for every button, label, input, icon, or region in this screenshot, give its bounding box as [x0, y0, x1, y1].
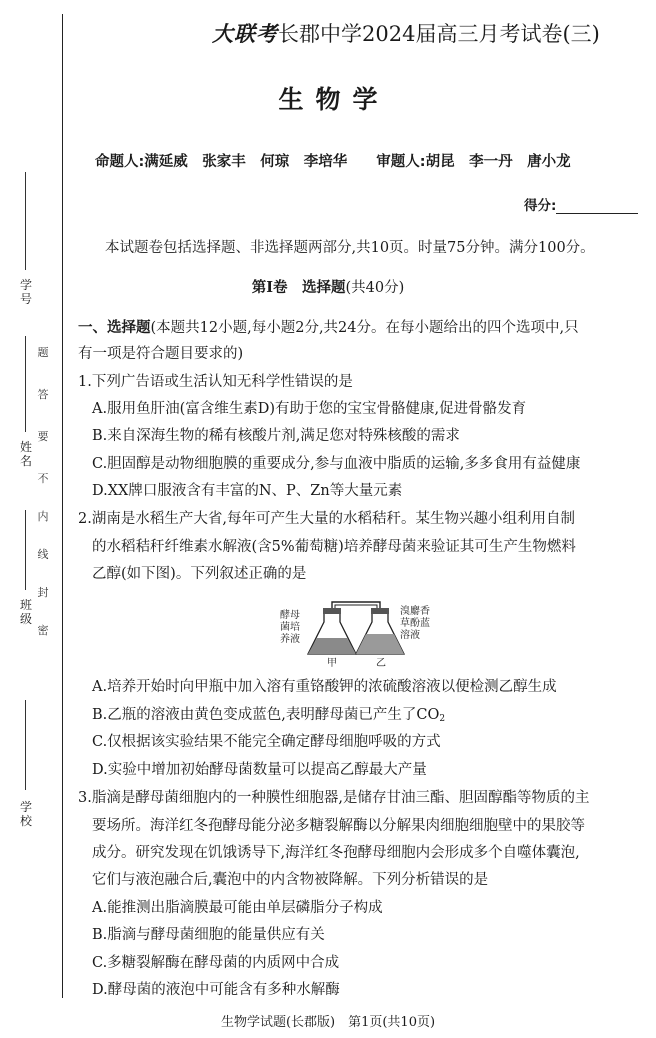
- q3-stem-4: 它们与液泡融合后,囊泡中的内含物被降解。下列分析错误的是: [92, 872, 489, 888]
- section-desc: [78, 318, 579, 338]
- q2-option-a[interactable]: A.培养开始时向甲瓶中加入溶有重铬酸钾的浓硫酸溶液以便检测乙醇生成: [92, 679, 557, 695]
- exam-title: [212, 18, 600, 48]
- seal-char: 内: [37, 510, 49, 523]
- q2-option-d[interactable]: D.实验中增加初始酵母菌数量可以提高乙醇最大产量: [92, 762, 427, 778]
- q3-stem-1: 3.脂滴是酵母菌细胞内的一种膜性细胞器,是储存甘油三酯、胆固醇酯等物质的主: [78, 790, 590, 806]
- page-footer: 生物学试题(长郡版) 第1页(共10页): [220, 1015, 436, 1030]
- q2-option-c[interactable]: C.仅根据该实验结果不能完全确定酵母细胞呼吸的方式: [92, 734, 441, 750]
- student-no-field[interactable]: [25, 172, 26, 270]
- seal-char: 答: [37, 388, 49, 401]
- q1-option-b[interactable]: B.来自深海生物的稀有核酸片剂,满足您对特殊核酸的需求: [92, 428, 460, 444]
- flask-b-label: 乙: [376, 658, 386, 669]
- q3-option-a[interactable]: A.能推测出脂滴膜最可能由单层磷脂分子构成: [92, 900, 383, 916]
- part-heading: [0, 276, 656, 297]
- seal-char: 题: [37, 346, 49, 359]
- flask-figure: [280, 592, 450, 672]
- part-points: (共40分): [345, 280, 405, 296]
- flask-b-liquid: [356, 634, 404, 654]
- left-flask-label: 酵母 菌培 养液: [280, 610, 300, 645]
- q3-stem-3: 成分。研究发现在饥饿诱导下,海洋红冬孢酵母细胞内会形成多个自噬体囊泡,: [92, 845, 580, 861]
- q3-option-d[interactable]: D.酵母菌的液泡中可能含有多种水解酶: [92, 982, 340, 998]
- score-field[interactable]: [556, 199, 638, 214]
- q1-option-c[interactable]: C.胆固醇是动物细胞膜的重要成分,参与血液中脂质的运输,多多食用有益健康: [92, 456, 581, 472]
- q2-stem-2: 的水稻秸秆纤维素水解液(含5%葡萄糖)培养酵母菌来验证其可生产生物燃料: [92, 539, 576, 555]
- seal-char: 线: [37, 548, 49, 561]
- seal-char: 封: [37, 586, 49, 599]
- seal-char: 不: [37, 472, 49, 485]
- school-label: 学 校: [19, 800, 32, 828]
- q3-option-c[interactable]: C.多糖裂解酶在酵母菌的内质网中合成: [92, 955, 340, 971]
- q3-stem-2: 要场所。海洋红冬孢酵母能分泌多糖裂解酶以分解果肉细胞细胞壁中的果胶等: [92, 818, 585, 834]
- connecting-tube-inner: [335, 605, 377, 622]
- flask-a-stopper: [323, 608, 341, 614]
- class-field[interactable]: [25, 510, 26, 590]
- q2-stem-1: 2.湖南是水稻生产大省,每年可产生大量的水稻秸秆。某生物兴趣小组利用自制: [78, 511, 575, 527]
- seal-line: [62, 14, 63, 998]
- name-label: 姓 名: [19, 440, 32, 468]
- binding-margin: [0, 0, 64, 1038]
- q1-stem: 1.下列广告语或生活认知无科学性错误的是: [78, 374, 353, 390]
- q2-option-b[interactable]: B.乙瓶的溶液由黄色变成蓝色,表明酵母菌已产生了$CO_2$: [92, 707, 446, 724]
- q3-option-b[interactable]: B.脂滴与酵母菌细胞的能量供应有关: [92, 927, 325, 943]
- exam-title-text: 长郡中学2024届高三月考试卷(三): [278, 22, 600, 46]
- flask-a-label: 甲: [327, 658, 337, 669]
- student-no-label: 学 号: [19, 278, 32, 306]
- section-heading: 一、选择题: [78, 319, 151, 336]
- seal-char: 密: [37, 624, 49, 637]
- score-label: 得分:: [524, 198, 557, 214]
- subject-title: 生物学: [278, 85, 390, 114]
- instructions: 本试题卷包括选择题、非选择题两部分,共10页。时量75分钟。满分100分。: [105, 240, 595, 256]
- q2-stem-3: 乙醇(如下图)。下列叙述正确的是: [92, 566, 307, 582]
- flask-b-stopper: [371, 608, 389, 614]
- name-field[interactable]: [25, 336, 26, 432]
- part-title: 第Ⅰ卷 选择题: [251, 279, 346, 296]
- section-desc-2: 有一项是符合题目要求的): [78, 346, 244, 362]
- q1-option-d[interactable]: D.XX牌口服液含有丰富的N、P、Zn等大量元素: [92, 483, 403, 499]
- brand-logo: 大联考: [212, 21, 278, 46]
- score-box: [524, 194, 638, 214]
- class-label: 班 级: [19, 598, 32, 626]
- authors-line: 命题人:满延威 张家丰 何琼 李培华 审题人:胡昆 李一丹 唐小龙: [95, 154, 571, 170]
- q1-option-a[interactable]: A.服用鱼肝油(富含维生素D)有助于您的宝宝骨骼健康,促进骨骼发育: [92, 401, 527, 417]
- school-field[interactable]: [25, 700, 26, 790]
- seal-char: 要: [37, 430, 49, 443]
- right-flask-label: 溴麝香 草酚蓝 溶液: [400, 606, 430, 641]
- section-desc-1: (本题共12小题,每小题2分,共24分。在每小题给出的四个选项中,只: [150, 320, 579, 336]
